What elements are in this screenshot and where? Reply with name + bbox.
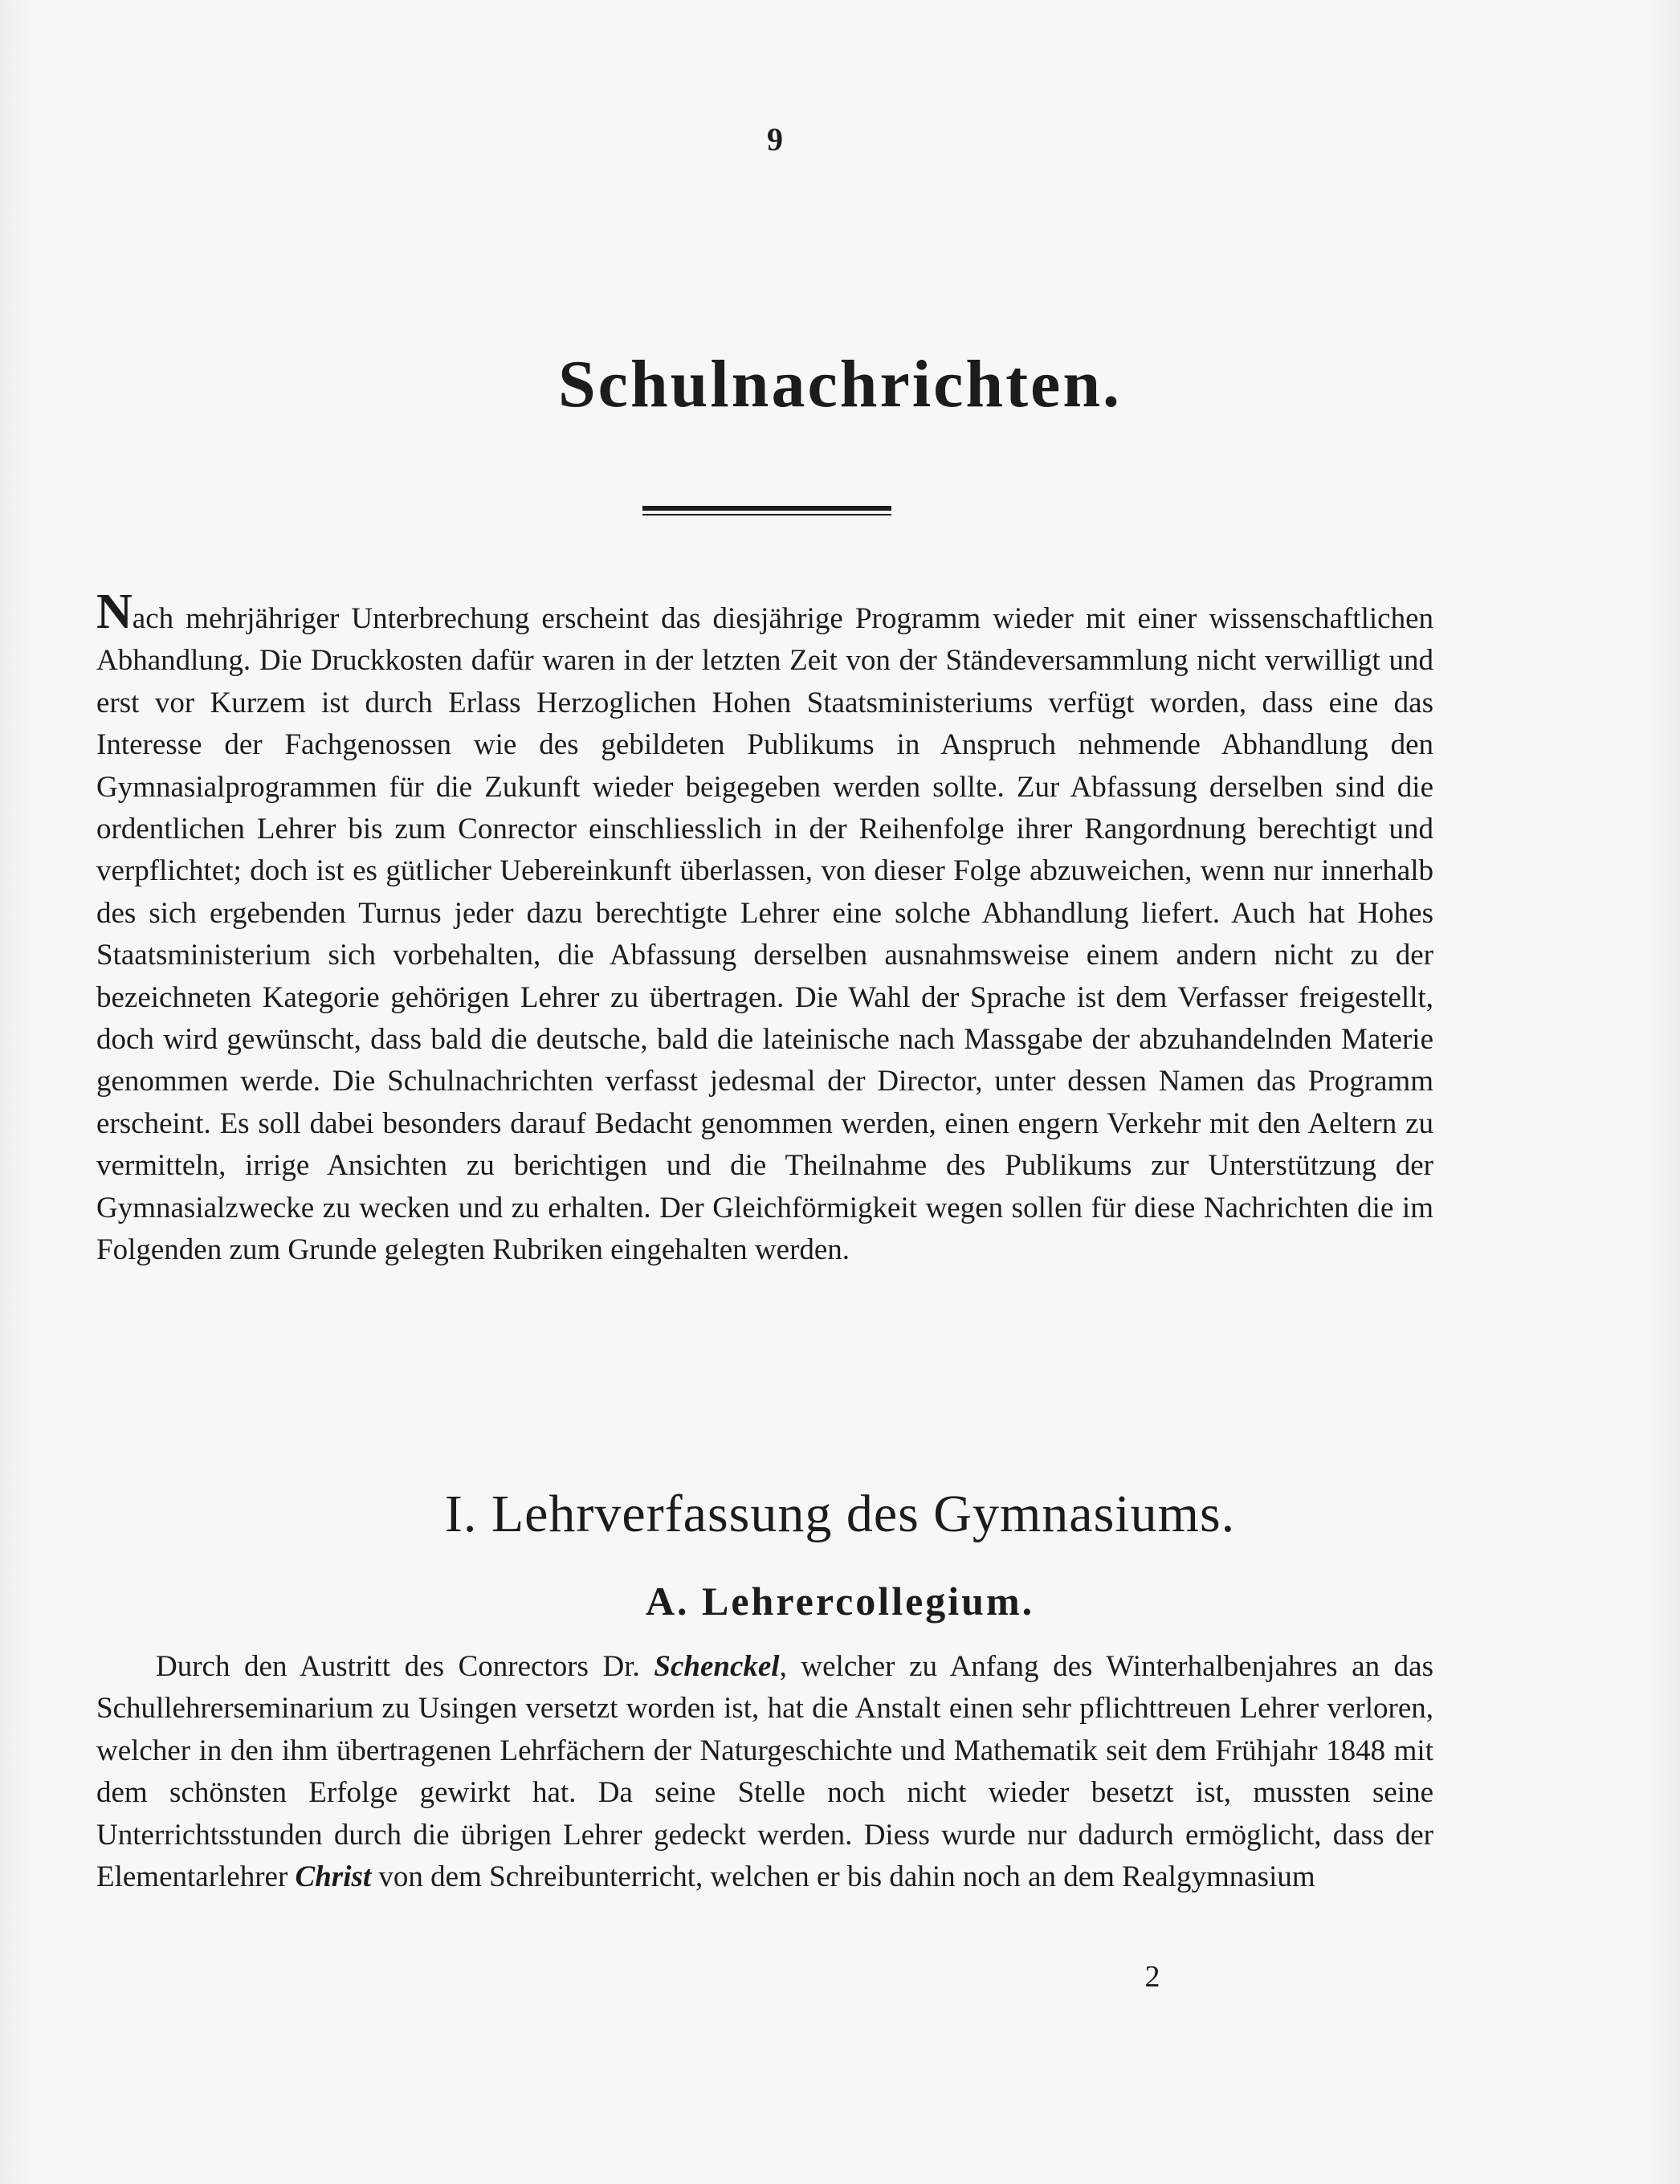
page-number: 9 [767, 121, 783, 157]
title-rule-divider [642, 506, 891, 517]
person-name-schenckel: Schenckel [654, 1650, 780, 1683]
subsection-heading: A. Lehrercollegium. [645, 1579, 1035, 1624]
intro-text: ach mehrjähriger Unterbrechung erscheint das diesjährige Programm wieder mit einer wissenschaftlichen Abhandlung. Die Druckkosten dafür waren in der letzten Zeit von der Ständeversammlung nicht verwilligt und erst vor Kurzem ist durch Erlass Herzoglichen Hohen Staatsministeriums verfügt worden, dass eine das Interesse der Fachgenossen wie des gebildeten Publikums in Anspruch nehmende Abhandlung den Gymnasialprogrammen für die Zukunft wieder beigegeben werden sollte. Zur Abfassung derselben sind die ordentlichen Lehrer bis zum Conrector einschliesslich in der Reihenfolge ihrer Rangordnung berechtigt und verpflichtet; doch ist es gütlicher Uebereinkunft überlassen, von dieser Folge abzuweichen, wenn nur innerhalb des sich ergebenden Turnus jeder dazu berechtigte Lehrer eine solche Abhandlung liefert. Auch hat Hohes Staatsministerium sich vorbehalten, die Abfassung derselben ausnahmsweise einem andern nicht zu der bezeichneten Kategorie gehörigen Lehrer zu übertragen. Die Wahl der Sprache ist dem Verfasser freigestellt, doch wird gewünscht, dass bald die deutsche, bald die lateinische nach Massgabe der abzuhandelnden Materie genommen werde. Die Schulnachrichten verfasst jedesmal der Director, unter dessen Namen das Programm erscheint. Es soll dabei besonders darauf Bedacht genommen werden, einen engern Verkehr mit den Aeltern zu vermitteln, irrige Ansichten zu berichtigen und die Theilnahme des Publikums zur Unterstützung der Gymnasialzwecke zu wecken und zu erhalten. Der Gleichförmigkeit wegen sollen für diese Nachrichten die im Folgenden zum Grunde gelegten Rubriken eingehalten werden. [96, 602, 1433, 1267]
section-heading: I. Lehrverfassung des Gymnasiums. [444, 1485, 1236, 1543]
page-title: Schulnachrichten. [557, 347, 1123, 422]
intro-paragraph [96, 585, 1433, 1272]
title-rule-thin [642, 514, 891, 515]
person-name-christ: Christ [295, 1860, 372, 1894]
body-text-part3: von dem Schreibunterricht, welchen er bis dahin noch an dem Realgymnasium [371, 1860, 1315, 1894]
signature-mark: 2 [1144, 1960, 1160, 1994]
dropcap-letter: N [96, 585, 133, 639]
body-paragraph [96, 1646, 1433, 1898]
body-text-part1: Durch den Austritt des Conrectors Dr. [156, 1650, 654, 1683]
title-rule-thick [642, 506, 891, 511]
body-text-part2: , welcher zu Anfang des Winterhalbenjahres an das Schullehrerseminarium zu Usingen versetzt worden ist, hat die Anstalt einen sehr pflichttreuen Lehrer verloren, welcher in den ihm übertragenen Lehrfächern der Naturgeschichte und Mathematik seit dem Frühjahr 1848 mit dem schönsten Erfolge gewirkt hat. Da seine Stelle noch nicht wieder besetzt ist, mussten seine Unterrichtsstunden durch die übrigen Lehrer gedeckt werden. Diess wurde nur dadurch ermöglicht, dass der Elementarlehrer [96, 1650, 1434, 1894]
bleed-through-text [96, 201, 1433, 242]
